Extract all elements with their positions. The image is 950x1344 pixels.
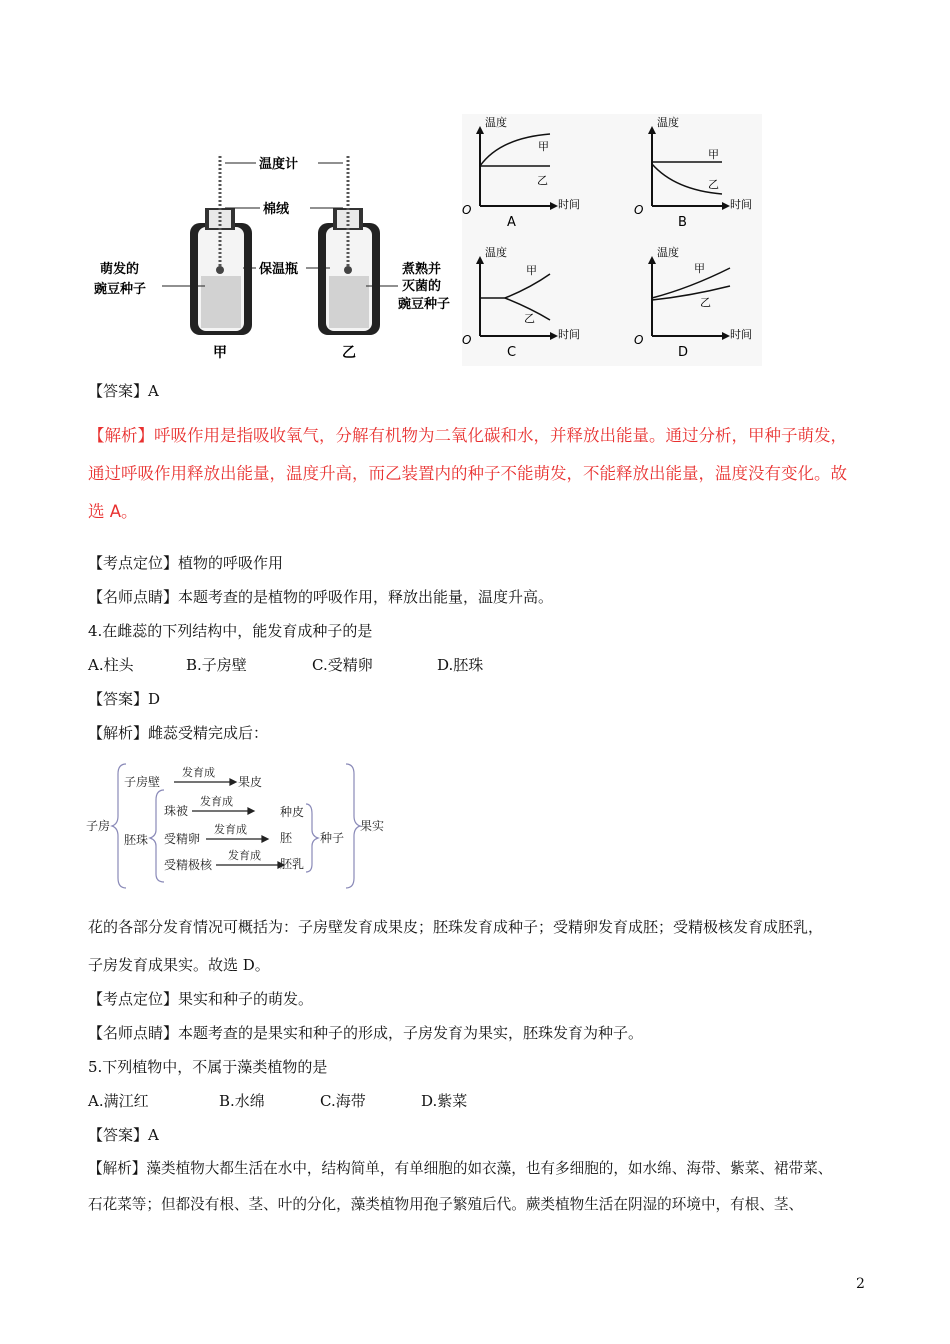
diag-pericarp: 果皮 — [238, 775, 263, 789]
q4-summary-line-2: 子房发育成果实。故选 D。 — [88, 956, 270, 974]
left-name: 甲 — [213, 345, 227, 361]
diag-develops-2: 发育成 — [200, 795, 233, 808]
right-seed-label-1: 煮熟并 — [402, 262, 442, 277]
svg-text:B: B — [678, 215, 687, 230]
svg-text:O: O — [462, 203, 472, 217]
diag-seed-coat: 种皮 — [280, 805, 305, 819]
svg-text:甲: 甲 — [694, 262, 705, 275]
svg-text:时间: 时间 — [730, 328, 752, 341]
diag-develops-4: 发育成 — [228, 849, 261, 862]
q5-option-c: C.海带 — [320, 1092, 366, 1110]
q5-option-b: B.水绵 — [219, 1092, 265, 1110]
flask-label: 保温瓶 — [259, 262, 299, 277]
diag-ovary-wall: 子房壁 — [124, 775, 161, 789]
svg-text:O: O — [462, 333, 472, 347]
q3-analysis-line-1: 【解析】呼吸作用是指吸收氧气，分解有机物为二氧化碳和水，并释放出能量。通过分析，甲种子萌发， — [88, 426, 847, 445]
q5-option-d: D.紫菜 — [421, 1092, 468, 1110]
q4-options — [88, 655, 484, 675]
svg-text:温度: 温度 — [657, 116, 679, 129]
diag-ovule: 胚珠 — [124, 833, 149, 847]
right-seed-label-2: 灭菌的 — [402, 279, 442, 294]
svg-text:温度: 温度 — [657, 246, 679, 259]
flask-jia — [190, 156, 252, 335]
svg-text:D: D — [678, 345, 689, 360]
svg-text:温度: 温度 — [485, 246, 507, 259]
q5-analysis-line-1: 【解析】藻类植物大都生活在水中，结构简单，有单细胞的如衣藻，也有多细胞的，如水绵、海带、紫菜、裙带菜、 — [88, 1160, 833, 1177]
q3-answer: 【答案】A — [88, 382, 159, 400]
q4-analysis-intro: 【解析】雌蕊受精完成后： — [88, 724, 269, 742]
q3-tip: 【名师点睛】本题考查的是植物的呼吸作用，释放出能量，温度升高。 — [88, 588, 554, 606]
svg-text:乙: 乙 — [524, 312, 535, 325]
q4-option-d: D.胚珠 — [437, 656, 484, 674]
q4-question: 4.在雌蕊的下列结构中，能发育成种子的是 — [88, 622, 373, 640]
q5-analysis-line-2: 石花菜等；但都没有根、茎、叶的分化，藻类植物用孢子繁殖后代。蕨类植物生活在阴湿的环境中，有根、茎、 — [88, 1196, 804, 1213]
svg-text:甲: 甲 — [526, 264, 537, 277]
right-name: 乙 — [342, 345, 356, 361]
q5-option-a: A.满江红 — [88, 1092, 149, 1110]
svg-text:时间: 时间 — [730, 198, 752, 211]
q4-option-c: C.受精卵 — [312, 656, 373, 674]
svg-text:甲: 甲 — [708, 148, 719, 161]
left-seed-label-2: 豌豆种子 — [94, 282, 147, 297]
svg-text:时间: 时间 — [558, 328, 580, 341]
ovary-development-diagram — [84, 760, 394, 892]
right-seed-label-3: 豌豆种子 — [398, 297, 451, 312]
diag-fertilized-polar: 受精极核 — [164, 858, 213, 872]
svg-text:乙: 乙 — [537, 174, 548, 187]
page-number: 2 — [856, 1276, 865, 1292]
q5-options — [88, 1091, 468, 1111]
diag-endosperm: 胚乳 — [280, 857, 305, 871]
svg-text:乙: 乙 — [708, 178, 719, 191]
diag-fruit: 果实 — [360, 819, 385, 833]
q3-analysis-line-2: 通过呼吸作用释放出能量，温度升高，而乙装置内的种子不能萌发，不能释放出能量，温度没有变化。故 — [88, 464, 847, 483]
diag-develops-1: 发育成 — [182, 766, 215, 779]
q4-answer: 【答案】D — [88, 690, 161, 708]
q3-analysis-line-3: 选 A。 — [88, 502, 138, 521]
thermometer-label: 温度计 — [259, 157, 299, 172]
svg-text:甲: 甲 — [538, 140, 549, 153]
diag-integument: 珠被 — [164, 804, 189, 818]
svg-text:温度: 温度 — [485, 116, 507, 129]
svg-text:O: O — [634, 333, 644, 347]
q4-point: 【考点定位】果实和种子的萌发。 — [88, 990, 314, 1008]
diag-seed: 种子 — [320, 831, 345, 845]
svg-text:C: C — [507, 345, 517, 360]
diag-ovary: 子房 — [86, 819, 111, 833]
diag-fertilized-egg: 受精卵 — [164, 832, 201, 846]
svg-text:时间: 时间 — [558, 198, 580, 211]
experiment-figure — [80, 108, 780, 370]
q5-answer: 【答案】A — [88, 1126, 159, 1144]
q4-option-a: A.柱头 — [88, 656, 134, 674]
cotton-label: 棉绒 — [263, 202, 290, 217]
left-seed-label-1: 萌发的 — [100, 262, 140, 277]
q4-summary-line-1: 花的各部分发育情况可概括为：子房壁发育成果皮；胚珠发育成种子；受精卵发育成胚；受精极核发育成胚乳， — [88, 918, 824, 936]
svg-text:A: A — [507, 215, 516, 230]
q4-option-b: B.子房壁 — [186, 656, 247, 674]
diag-embryo: 胚 — [280, 831, 293, 845]
q4-tip: 【名师点睛】本题考查的是果实和种子的形成，子房发育为果实，胚珠发育为种子。 — [88, 1024, 644, 1042]
svg-text:乙: 乙 — [700, 296, 711, 309]
diag-develops-3: 发育成 — [214, 823, 247, 836]
q3-point: 【考点定位】植物的呼吸作用 — [88, 554, 284, 572]
flask-yi — [318, 156, 380, 335]
svg-text:O: O — [634, 203, 644, 217]
q5-question: 5.下列植物中，不属于藻类植物的是 — [88, 1058, 328, 1076]
